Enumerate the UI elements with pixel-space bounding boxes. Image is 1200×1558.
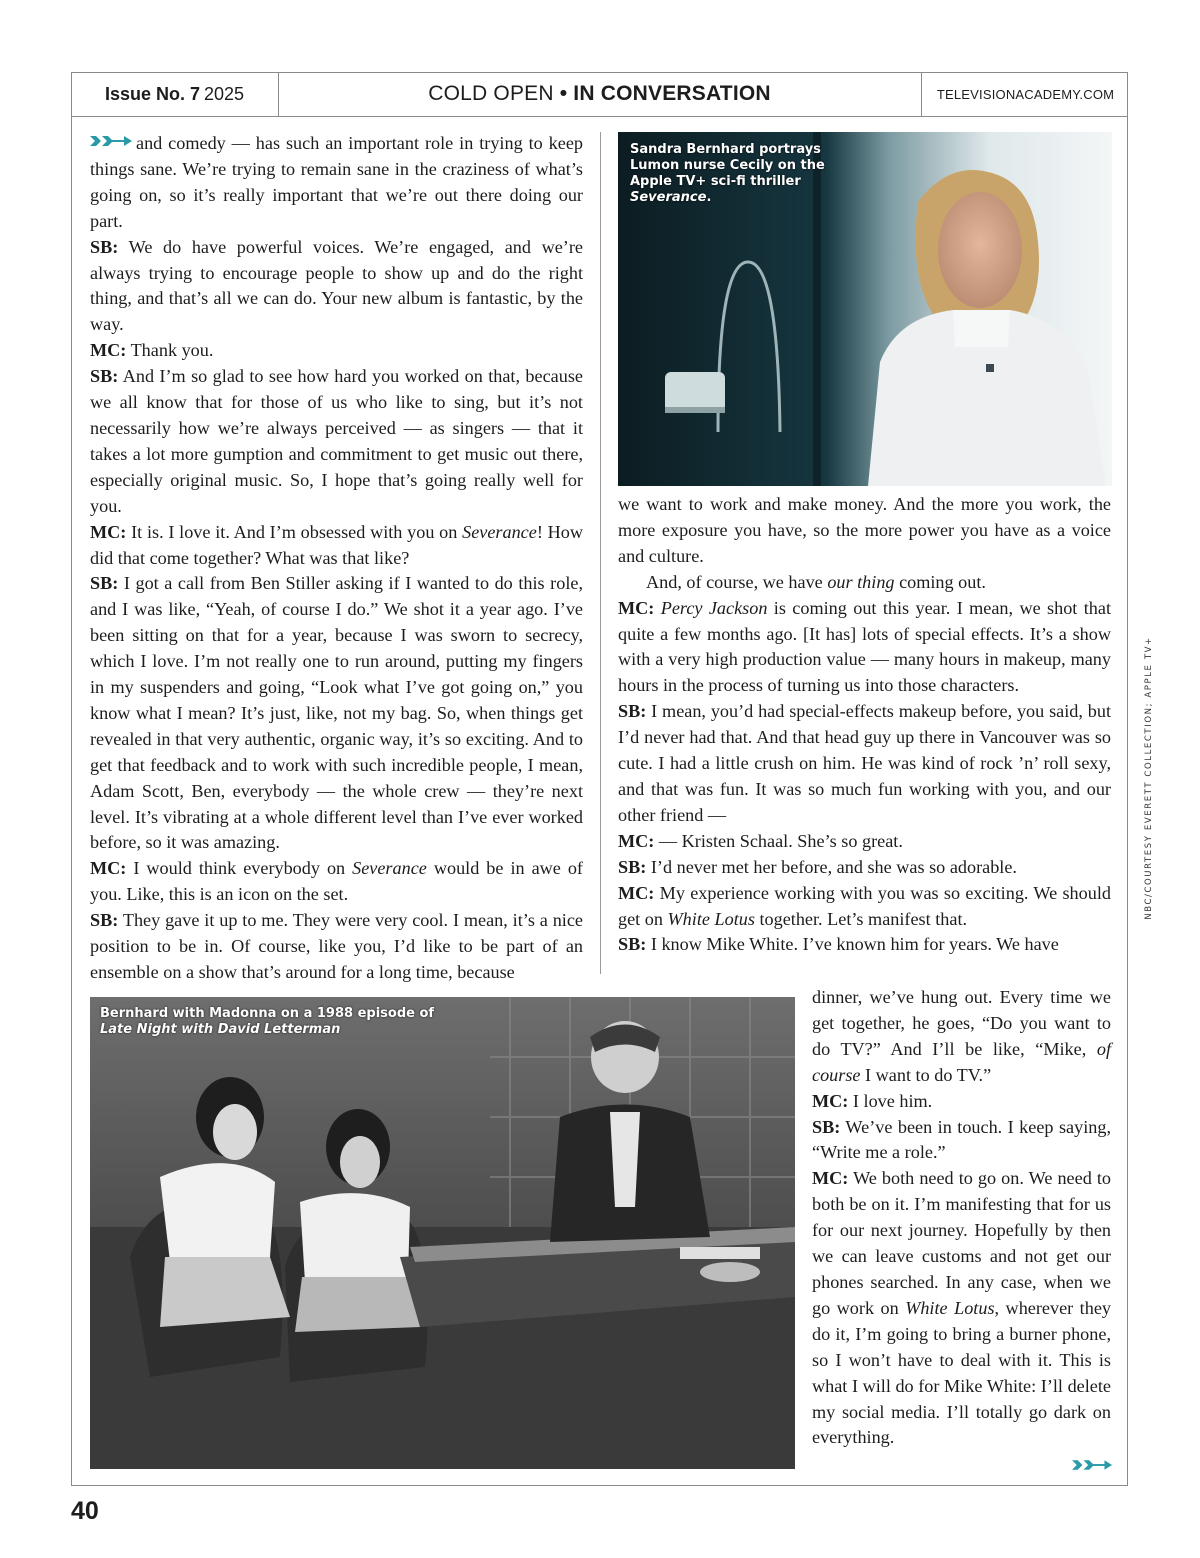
paragraph-text: My experience working with you was so exciting. We should get on [618, 882, 1111, 929]
column-divider [600, 132, 601, 974]
site-url[interactable]: TELEVISIONACADEMY.COM [921, 72, 1129, 116]
speaker-label: MC: [812, 1168, 849, 1189]
paragraph [812, 1115, 1111, 1167]
emphasis: our thing [827, 571, 895, 592]
paragraph [618, 932, 1111, 958]
paragraph [812, 1166, 1111, 1451]
paragraph-text: We both need to go on. We need to both be on it. I’m manifesting that for us for our next journey. Hopefully by then we can leave customs and not get our phones searched. In any case, when we go work on [812, 1168, 1111, 1318]
speaker-label: MC: [90, 858, 127, 879]
paragraph-text: We’ve been in touch. I keep saying, “Write me a role.” [812, 1116, 1111, 1163]
paragraph-text: we want to work and make money. And the more you work, the more exposure you have, so the more power you have as a voice and culture. [618, 494, 1111, 566]
paragraph [90, 364, 583, 519]
photo-credit: NBC/COURTESY EVERETT COLLECTION; APPLE TV+ [1144, 636, 1154, 920]
speaker-label: SB: [618, 934, 647, 955]
paragraph-text: I got a call from Ben Stiller asking if I wanted to do this role, and I was like, “Yeah, of course I do.” We shot it a year ago. I’ve been sitting on that for a year, because I was sworn to secrecy, which I love. I’m not really one to run around, putting my fingers in my suspenders and going, “Look what I’ve got going on,” you know what I mean? It’s just, like, not my bag. So, when things get revealed in that very authentic, organic way, it’s so exciting. And to get that feedback and to work with such incredible people, I mean, Adam Scott, Ben, everybody — the whole crew — they’re next level. It’s vibrating at a whole different level than I’ve ever worked before, so it was amazing. [90, 573, 583, 853]
paragraph-text: It is. I love it. And I’m obsessed with you on [126, 521, 463, 542]
show-title: Severance [462, 521, 537, 542]
speaker-label: MC: [618, 882, 655, 903]
paragraph [618, 855, 1111, 881]
paragraph-text: dinner, we’ve hung out. Every time we get together, he goes, “Do you want to do TV?” And I’ll be like, “Mike, [812, 987, 1111, 1059]
paragraph [618, 881, 1111, 933]
speaker-label: SB: [90, 236, 119, 257]
paragraph-text: together. Let’s manifest that. [754, 908, 968, 929]
paragraph-text: — Kristen Schaal. She’s so great. [654, 830, 903, 851]
paragraph-text: I know Mike White. I’ve known him for years. We have [646, 934, 1059, 955]
paragraph-text: coming out. [894, 571, 986, 592]
section-name: COLD OPEN [428, 82, 554, 105]
double-arrow-icon [1072, 1457, 1114, 1473]
paragraph [90, 235, 583, 339]
paragraph [618, 596, 1111, 700]
section-title [278, 72, 921, 116]
show-title: White Lotus [667, 908, 755, 929]
paragraph [90, 131, 583, 235]
paragraph [90, 338, 583, 364]
section-subtitle: IN CONVERSATION [573, 82, 771, 105]
issue-number: Issue No. 7 [104, 83, 200, 104]
article-column-2 [618, 492, 1111, 958]
article-column-3 [812, 985, 1111, 1451]
paragraph-text: I’d never met her before, and she was so adorable. [646, 856, 1017, 877]
show-title: White Lotus [905, 1297, 995, 1318]
paragraph-text: I love him. [848, 1090, 933, 1111]
article-column-1 [90, 131, 583, 986]
paragraph-text: They gave it up to me. They were very cool. I mean, it’s a nice position to be in. Of course, like you, I’d like to be part of an ensemble on a show that’s around for a long time, because [90, 910, 583, 982]
paragraph [618, 570, 1111, 596]
section-separator: • [559, 82, 568, 105]
paragraph-text: Thank you. [126, 340, 214, 361]
paragraph [812, 1089, 1111, 1115]
paragraph-text: And I’m so glad to see how hard you worked on that, because we all know that for those of us who like to sing, but it’s not necessarily how we’re always perceived — as singers — that it takes a lot more gumption and commitment to get music out there, especially original music. So, I hope that’s going really well for you. [90, 366, 583, 516]
paragraph-text: ! How did that come together? What was that like? [90, 521, 584, 568]
speaker-label: SB: [90, 573, 119, 594]
paragraph [618, 492, 1111, 570]
double-arrow-icon [90, 134, 134, 148]
photo-letterman-art [90, 997, 795, 1469]
page-header [71, 72, 1128, 117]
paragraph-text: is coming out this year. I mean, we shot that quite a few months ago. [It has] lots of special effects. It’s a show with a very high production value — many hours in makeup, many hours in the process of turning us into those characters. [618, 597, 1111, 696]
paragraph-text: And, of course, we have [646, 571, 828, 592]
paragraph [90, 520, 583, 572]
paragraph-text: We do have powerful voices. We’re engaged, and we’re always trying to encourage people to show up and do the right thing, and that’s all we can do. Your new album is fantastic, by the way. [90, 236, 583, 335]
show-title: Severance [352, 858, 427, 879]
paragraph [812, 985, 1111, 1089]
show-title: Percy Jackson [660, 597, 768, 618]
speaker-label: SB: [90, 366, 119, 387]
speaker-label: MC: [90, 521, 127, 542]
paragraph-text: would be in awe of you. Like, this is an icon on the set. [90, 858, 583, 905]
speaker-label: SB: [90, 910, 119, 931]
speaker-label: SB: [618, 701, 647, 722]
speaker-label: MC: [618, 830, 655, 851]
paragraph-text: I want to do TV.” [860, 1064, 992, 1085]
speaker-label: MC: [812, 1090, 849, 1111]
paragraph-text: I would think everybody on [126, 858, 353, 879]
paragraph [618, 699, 1111, 829]
speaker-label: SB: [618, 856, 647, 877]
paragraph-text: I mean, you’d had special-effects makeup before, you said, but I’d never had that. And that head guy up there in Vancouver was so cute. I had a little crush on him. He was kind of rock ’n’ roll sexy, and that was fun. It was so much fun working with you, and our other friend — [618, 701, 1111, 825]
paragraph [90, 856, 583, 908]
speaker-label: MC: [618, 597, 655, 618]
emphasis: of course [812, 1038, 1111, 1085]
photo-caption: Bernhard with Madonna on a 1988 episode of Late Night with David Letterman [100, 1006, 435, 1037]
speaker-label: SB: [812, 1116, 841, 1137]
speaker-label: MC: [90, 340, 127, 361]
issue-label [71, 72, 279, 116]
issue-year: 2025 [204, 83, 245, 104]
paragraph [90, 908, 583, 986]
photo-letterman [90, 997, 795, 1469]
page-number: 40 [71, 1497, 99, 1525]
paragraph-text: and comedy — has such an important role in trying to keep things sane. We’re trying to remain sane in the craziness of what’s going on, so it’s really important that we’re out there doing our part. [90, 133, 583, 231]
paragraph [90, 571, 583, 856]
paragraph [618, 829, 1111, 855]
photo-caption: Sandra Bernhard portrays Lumon nurse Cecily on the Apple TV+ sci-fi thriller Severance. [630, 142, 825, 205]
photo-severance [618, 132, 1112, 486]
paragraph-text: , wherever they do it, I’m going to bring a burner phone, so I won’t have to deal with it. This is what I will do for Mike White: I’ll delete my social media. I’ll totally go dark on everything. [812, 1297, 1111, 1448]
